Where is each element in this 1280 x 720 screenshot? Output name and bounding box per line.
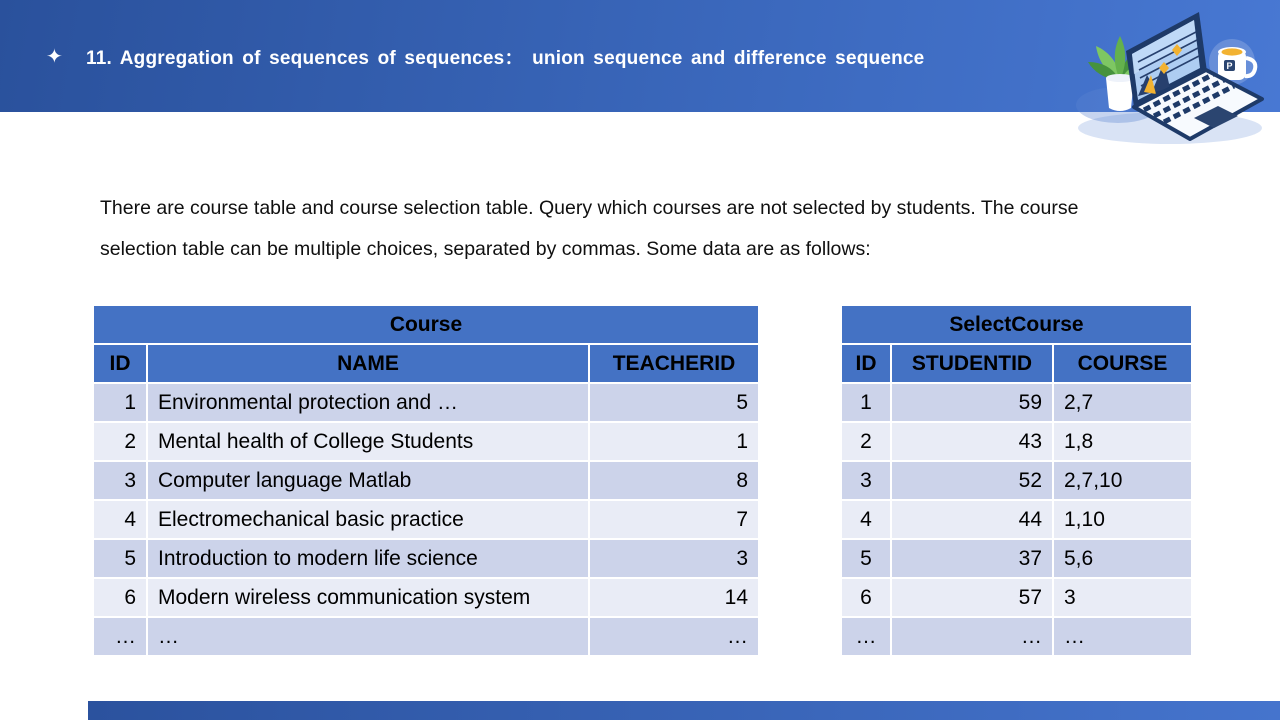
cell-id: 3 — [94, 462, 146, 499]
course-table-title: Course — [94, 306, 758, 343]
cell-id: 2 — [842, 423, 890, 460]
select-col-id: ID — [842, 345, 890, 382]
cell-id: 5 — [842, 540, 890, 577]
cell-id: 4 — [94, 501, 146, 538]
footer-bar — [88, 701, 1280, 720]
cell-name: Modern wireless communication system — [148, 579, 588, 616]
table-row — [842, 540, 1191, 577]
cell-name: Computer language Matlab — [148, 462, 588, 499]
cell-id: 1 — [842, 384, 890, 421]
cell-studentid: 59 — [892, 384, 1052, 421]
cell-teacherid: … — [590, 618, 758, 655]
cell-teacherid: 5 — [590, 384, 758, 421]
cell-id: … — [94, 618, 146, 655]
table-row — [842, 618, 1191, 655]
cell-course: 2,7,10 — [1054, 462, 1191, 499]
table-row — [842, 579, 1191, 616]
description-text: There are course table and course selection table. Query which courses are not selected by students. The course selection table can be multiple choices, separated by commas. Some data are as follows: — [100, 197, 1079, 260]
star-icon: ✦ — [46, 45, 63, 68]
cell-name: Introduction to modern life science — [148, 540, 588, 577]
table-row — [94, 462, 758, 499]
select-course-table — [840, 304, 1193, 657]
course-table — [92, 304, 760, 657]
course-col-teacherid: TEACHERID — [590, 345, 758, 382]
course-col-id: ID — [94, 345, 146, 382]
cell-studentid: 57 — [892, 579, 1052, 616]
cell-studentid: 52 — [892, 462, 1052, 499]
cell-course: 1,10 — [1054, 501, 1191, 538]
cell-id: 6 — [842, 579, 890, 616]
cell-id: 4 — [842, 501, 890, 538]
table-row — [842, 462, 1191, 499]
cell-id: 3 — [842, 462, 890, 499]
slide-title: 11. Aggregation of sequences of sequences： union sequence and difference sequence — [86, 47, 925, 69]
cell-name: … — [148, 618, 588, 655]
table-row — [94, 579, 758, 616]
cell-studentid: … — [892, 618, 1052, 655]
cell-teacherid: 7 — [590, 501, 758, 538]
cell-studentid: 43 — [892, 423, 1052, 460]
cell-id: … — [842, 618, 890, 655]
select-col-studentid: STUDENTID — [892, 345, 1052, 382]
cell-name: Mental health of College Students — [148, 423, 588, 460]
table-row — [842, 501, 1191, 538]
cell-name: Electromechanical basic practice — [148, 501, 588, 538]
table-row — [94, 423, 758, 460]
cell-course: 1,8 — [1054, 423, 1191, 460]
cell-course: … — [1054, 618, 1191, 655]
table-row — [94, 384, 758, 421]
table-row — [94, 540, 758, 577]
cell-teacherid: 14 — [590, 579, 758, 616]
cell-course: 3 — [1054, 579, 1191, 616]
table-row — [842, 423, 1191, 460]
cell-teacherid: 1 — [590, 423, 758, 460]
cell-teacherid: 8 — [590, 462, 758, 499]
cell-course: 5,6 — [1054, 540, 1191, 577]
select-col-course: COURSE — [1054, 345, 1191, 382]
select-table-title: SelectCourse — [842, 306, 1191, 343]
cell-studentid: 37 — [892, 540, 1052, 577]
cell-id: 6 — [94, 579, 146, 616]
mug-logo: P — [1226, 61, 1233, 71]
course-col-name: NAME — [148, 345, 588, 382]
cell-id: 2 — [94, 423, 146, 460]
table-row — [94, 618, 758, 655]
laptop-illustration — [1066, 2, 1271, 160]
cell-teacherid: 3 — [590, 540, 758, 577]
cell-name: Environmental protection and … — [148, 384, 588, 421]
cell-course: 2,7 — [1054, 384, 1191, 421]
table-row — [842, 384, 1191, 421]
cell-id: 1 — [94, 384, 146, 421]
cell-id: 5 — [94, 540, 146, 577]
table-row — [94, 501, 758, 538]
cell-studentid: 44 — [892, 501, 1052, 538]
